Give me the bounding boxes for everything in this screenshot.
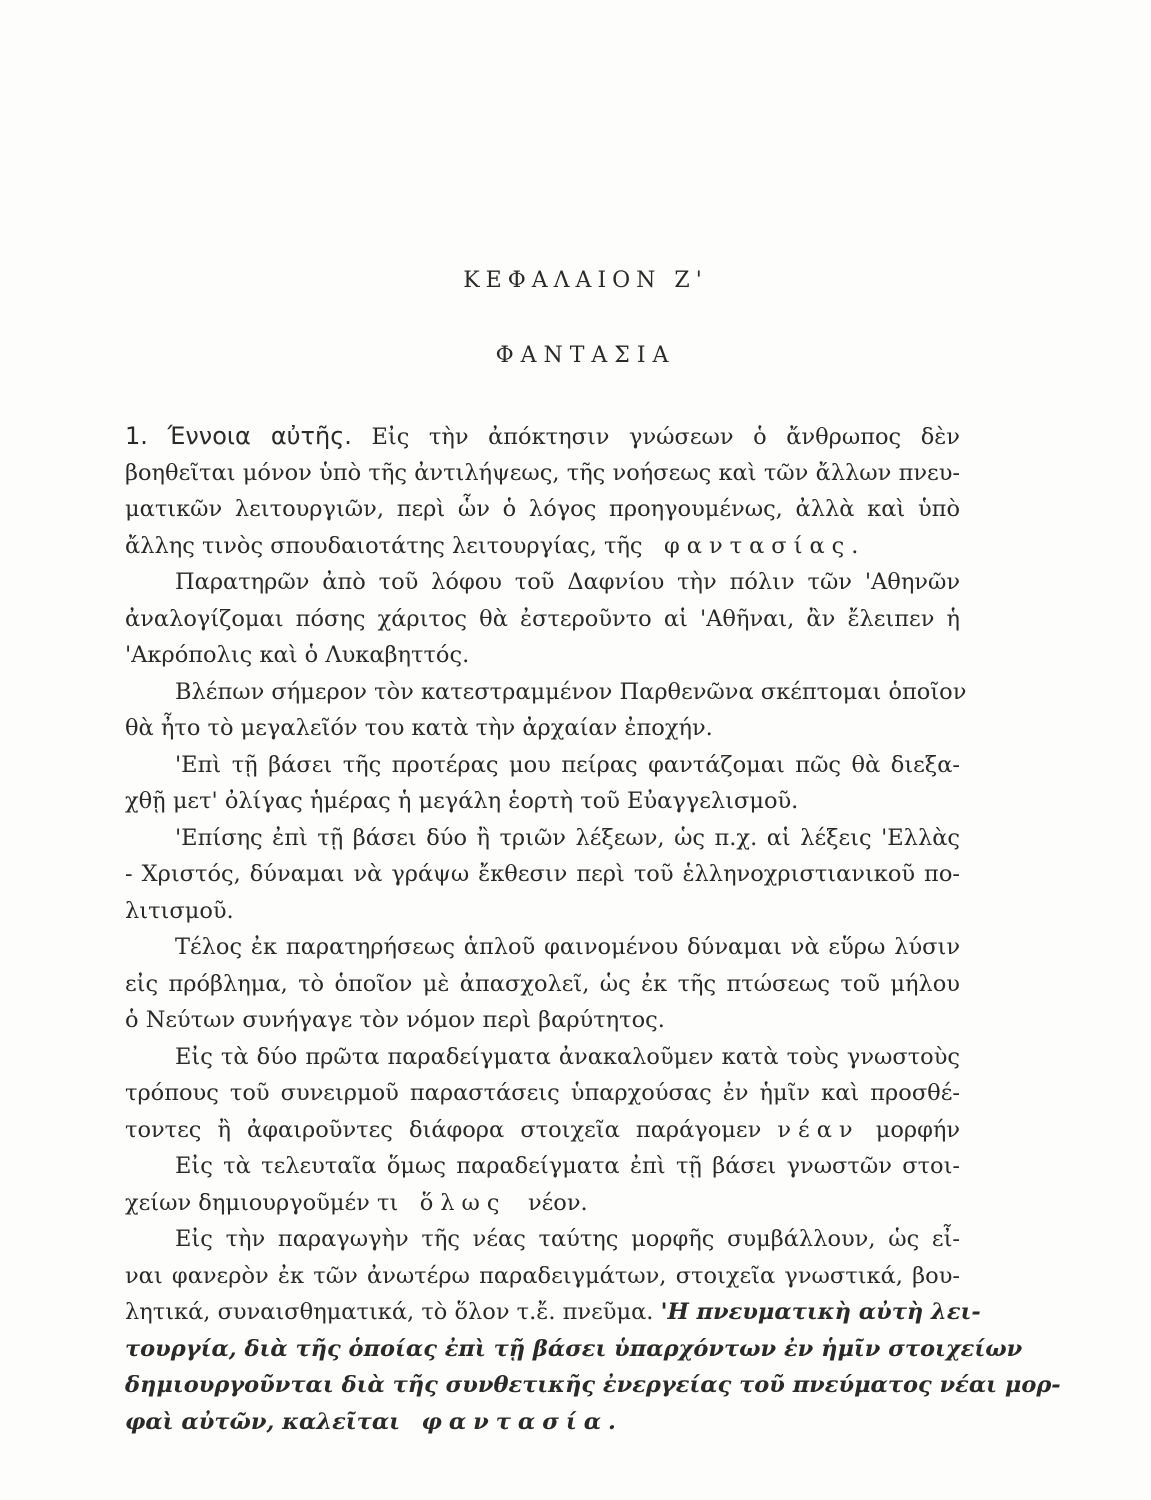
emphasized-term: φαντασία. (421, 1408, 623, 1435)
line-text: νέον. (527, 1189, 588, 1216)
emphasized-term: ὅλως (419, 1189, 507, 1216)
text-line: 'Επίσης ἐπὶ τῇ βάσει δύο ἢ τριῶν λέξεων, ὡς π.χ. αἱ λέξεις 'Ελλὰς (175, 824, 960, 851)
definition-text: φαὶ αὐτῶν, καλεῖται (125, 1408, 401, 1435)
text-line (125, 1404, 960, 1441)
line-text: τοντες ἢ ἀφαιροῦντες διάφορα στοιχεῖα παράγομεν (125, 1116, 762, 1143)
chapter-title: ΦΑΝΤΑΣΙΑ (495, 343, 676, 368)
text-line: ἀναλογίζομαι πόσης χάριτος θὰ ἐστεροῦντο αἱ 'Αθῆναι, ἂν ἔλειπεν ἡ (125, 605, 960, 632)
emphasized-term: φαντασίας. (664, 532, 866, 559)
text-line: 'Ακρόπολις καὶ ὁ Λυκαβηττός. (125, 642, 470, 668)
text-line: Εἰς τὴν παραγωγὴν τῆς νέας ταύτης μορφῆς συμβάλλουν, ὡς εἶ- (175, 1226, 960, 1252)
chapter-label: ΚΕΦΑΛΑΙΟΝ Ζ' (463, 268, 708, 293)
section-heading: Έννοια αὐτῆς. (167, 422, 352, 450)
text-line: εἰς πρόβλημα, τὸ ὁποῖον μὲ ἀπασχολεῖ, ὡς ἐκ τῆς πτώσεως τοῦ μήλου (125, 970, 960, 997)
line-text: Εἰς τὴν ἀπόκτησιν γνώσεων ὁ ἄνθρωπος δὲν (371, 424, 960, 450)
text-line: χθῇ μετ' ὀλίγας ἡμέρας ἡ μεγάλη ἑορτὴ τοῦ Εὐαγγελισμοῦ. (125, 788, 799, 814)
text-line: Τέλος ἐκ παρατηρήσεως ἁπλοῦ φαινομένου δύναμαι νὰ εὕρω λύσιν (175, 934, 960, 960)
text-line: Εἰς τὰ τελευταῖα ὅμως παραδείγματα ἐπὶ τῇ βάσει γνωστῶν στοι- (175, 1153, 960, 1179)
body-text (125, 418, 1061, 1440)
text-line (125, 1294, 981, 1331)
text-line: 'Επὶ τῇ βάσει τῆς προτέρας μου πείρας φαντάζομαι πῶς θὰ διεξα- (175, 751, 960, 778)
text-line: ναι φανερὸν ἐκ τῶν ἀνωτέρω παραδειγμάτων, στοιχεῖα γνωστικά, βου- (125, 1262, 960, 1289)
text-line: βοηθεῖται μόνον ὑπὸ τῆς ἀντιλήψεως, τῆς νοήσεως καὶ τῶν ἄλλων πνευ- (125, 459, 960, 486)
emphasized-term: νέαν (777, 1116, 860, 1143)
text-line (125, 1185, 960, 1222)
text-line (125, 418, 960, 455)
line-text: ἄλλης τινὸς σπουδαιοτάτης λειτουργίας, τῆς (125, 532, 643, 559)
line-text: λητικά, συναισθηματικά, τὸ ὅλον τ.ἔ. πνεῦμα. (125, 1299, 654, 1325)
text-line: λιτισμοῦ. (125, 897, 234, 924)
text-line: Εἰς τὰ δύο πρῶτα παραδείγματα ἀνακαλοῦμεν κατὰ τοὺς γνωστοὺς (175, 1043, 960, 1070)
text-line: Παρατηρῶν ἀπὸ τοῦ λόφου τοῦ Δαφνίου τὴν πόλιν τῶν 'Αθηνῶν (175, 569, 960, 595)
text-line: ὁ Νεύτων συνήγαγε τὸν νόμον περὶ βαρύτητος. (125, 1007, 665, 1033)
definition-line: δημιουργοῦνται διὰ τῆς συνθετικῆς ἐνεργείας τοῦ πνεύματος νέαι μορ- (125, 1372, 1061, 1398)
text-line (125, 528, 960, 565)
section-number: 1. (125, 422, 148, 450)
line-text: μορφήν (875, 1116, 961, 1143)
text-line (125, 1112, 960, 1149)
text-line: ματικῶν λειτουργιῶν, περὶ ὧν ὁ λόγος προηγουμένως, ἀλλὰ καὶ ὑπὸ (125, 496, 960, 522)
text-line: Βλέπων σήμερον τὸν κατεστραμμένον Παρθενῶνα σκέπτομαι ὁποῖον (175, 678, 967, 705)
line-text: χείων δημιουργοῦμέν τι (125, 1189, 399, 1216)
text-line: τρόπους τοῦ συνειρμοῦ παραστάσεις ὑπαρχούσας ἐν ἡμῖν καὶ προσθέ- (125, 1080, 960, 1106)
definition-text: 'Η πνευματικὴ αὐτὴ λει- (660, 1299, 981, 1325)
text-line: θὰ ἦτο τὸ μεγαλεῖόν του κατὰ τὴν ἀρχαίαν ἐποχήν. (125, 715, 713, 741)
text-line: - Χριστός, δύναμαι νὰ γράψω ἔκθεσιν περὶ τοῦ ἑλληνοχριστιανικοῦ πο- (125, 861, 960, 887)
definition-line: τουργία, διὰ τῆς ὁποίας ἐπὶ τῇ βάσει ὑπαρχόντων ἐν ἡμῖν στοιχείων (125, 1335, 1023, 1362)
